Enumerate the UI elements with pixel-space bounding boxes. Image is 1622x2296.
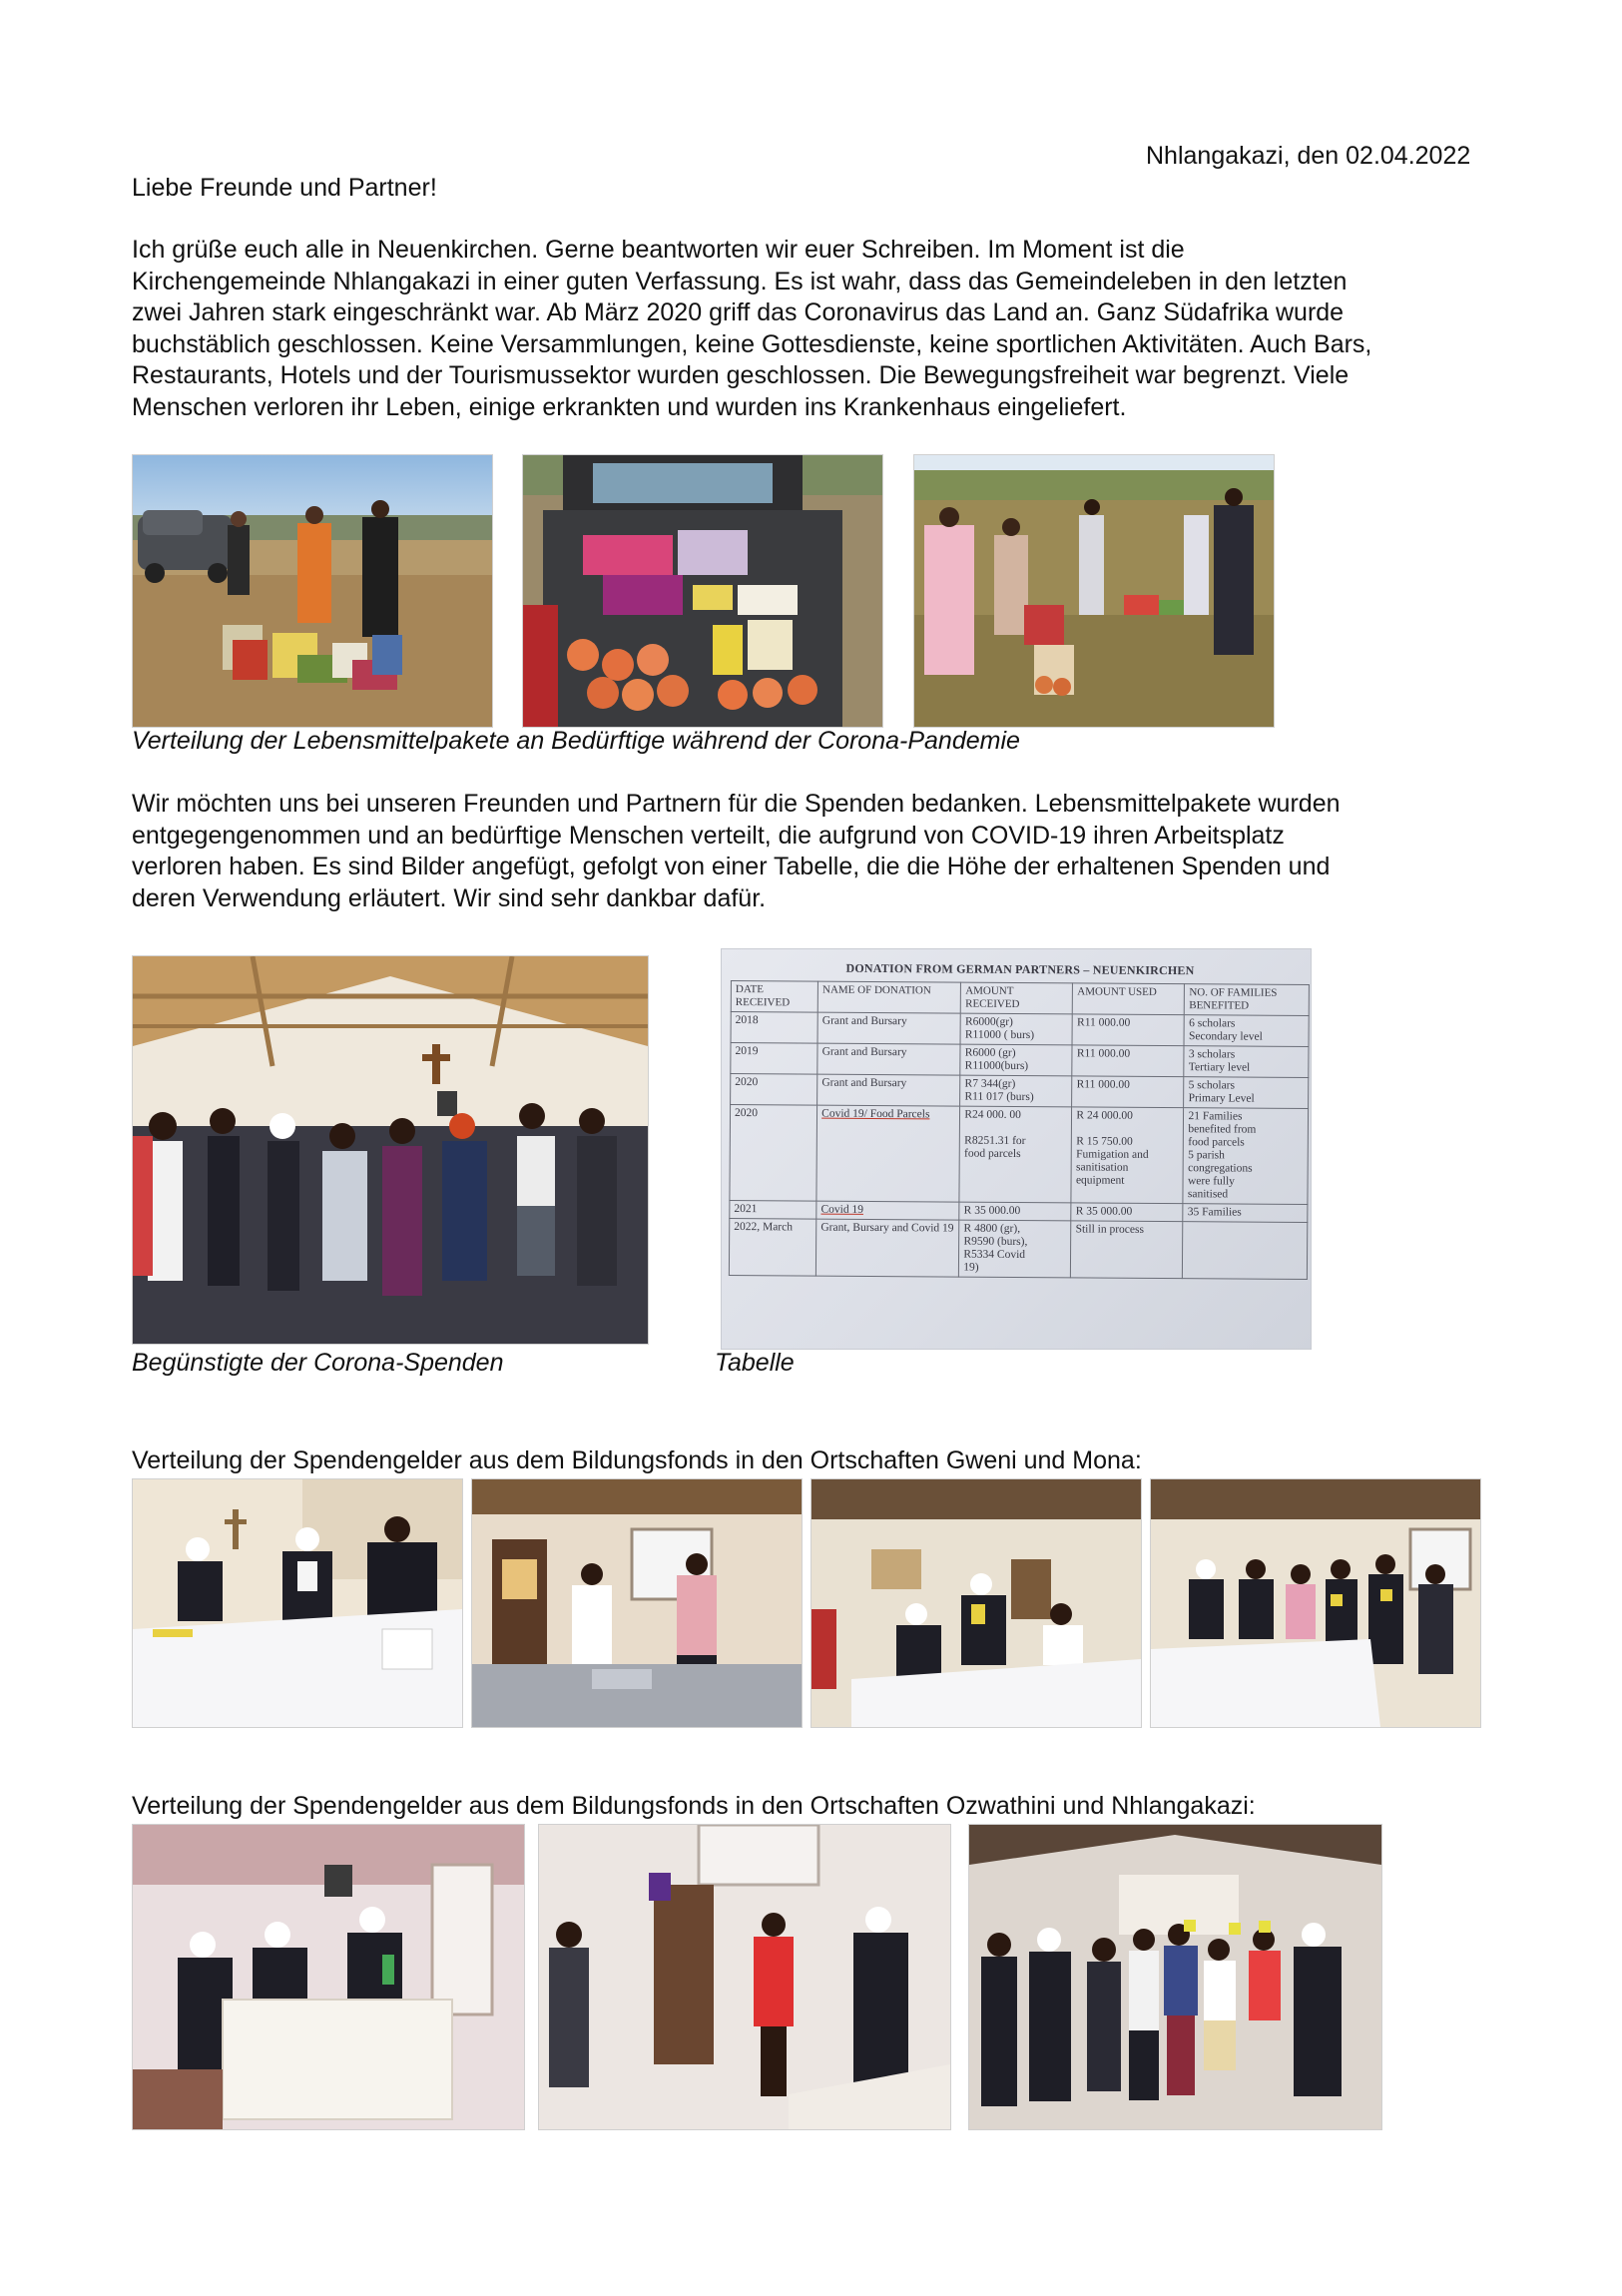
photo-nhlangakazi <box>968 1824 1382 2130</box>
table-cell: 6 scholars Secondary level <box>1184 1015 1309 1047</box>
paragraph-line: Ich grüße euch alle in Neuenkirchen. Gerne beantworten wir euer Schreiben. Im Moment ist die <box>132 236 1185 264</box>
table-cell: R11 000.00 <box>1072 1045 1184 1077</box>
photo-gweni-mona-1 <box>132 1478 463 1728</box>
table-row <box>731 1073 1309 1108</box>
heading-gweni-mona: Verteilung der Spendengelder aus dem Bildungsfonds in den Ortschaften Gweni und Mona: <box>132 1446 1142 1474</box>
letter-greeting: Liebe Freunde und Partner! <box>132 174 437 202</box>
paragraph-line: deren Verwendung erläutert. Wir sind sehr dankbar dafür. <box>132 883 767 912</box>
table-cell: 2019 <box>731 1042 817 1074</box>
table-cell: 2020 <box>731 1073 817 1105</box>
letter-date: Nhlangakazi, den 02.04.2022 <box>1146 142 1471 170</box>
caption-beneficiaries: Begünstigte der Corona-Spenden <box>132 1349 504 1377</box>
table-row <box>731 1042 1309 1077</box>
photo-donation-table <box>721 948 1312 1350</box>
table-cell: R6000(gr) R11000 ( burs) <box>960 1013 1072 1045</box>
photo-food-parcels-car <box>132 454 493 728</box>
table-cell: R7 344(gr) R11 017 (burs) <box>960 1075 1072 1107</box>
table-header: AMOUNT USED <box>1073 983 1185 1015</box>
table-cell: R11 000.00 <box>1072 1014 1184 1046</box>
table-cell: 2020 <box>730 1104 817 1201</box>
table-cell: 2018 <box>731 1011 817 1043</box>
paragraph-line: zwei Jahren stark eingeschränkt war. Ab März 2020 griff das Coronavirus das Land an. Ganz Südafrika wurde <box>132 298 1345 326</box>
paragraph-line: Wir möchten uns bei unseren Freunden und Partnern für die Spenden bedanken. Lebensmittelpakete wurden <box>132 790 1341 818</box>
photo-gweni-mona-3 <box>811 1478 1142 1728</box>
table-header: DATE RECEIVED <box>731 980 817 1012</box>
caption-food-parcels: Verteilung der Lebensmittelpakete an Bedürftige während der Corona-Pandemie <box>132 727 1020 755</box>
photo-gweni-mona-2 <box>471 1478 803 1728</box>
table-cell: 21 Families benefited from food parcels 5 parish congregations were fully sanitised <box>1183 1108 1308 1205</box>
table-row <box>731 1011 1309 1046</box>
paragraph-line: verloren haben. Es sind Bilder angefügt, gefolgt von einer Tabelle, die die Höhe der erhaltenen Spenden und <box>132 853 1331 880</box>
paragraph-line: buchstäblich geschlossen. Keine Versammlungen, keine Gottesdienste, keine sportlichen Aktivitäten. Auch Bars, <box>132 329 1372 358</box>
paragraph-line: Menschen verloren ihr Leben, einige erkrankten und wurden ins Krankenhaus eingeliefert. <box>132 392 1127 421</box>
table-cell: R11 000.00 <box>1072 1076 1184 1108</box>
photo-ozwathini-2 <box>538 1824 951 2130</box>
table-cell: 3 scholars Tertiary level <box>1184 1046 1309 1078</box>
table-cell: R 35 000.00 <box>1071 1203 1183 1222</box>
heading-ozwathini-nhlangakazi: Verteilung der Spendengelder aus dem Bildungsfonds in den Ortschaften Ozwathini und Nhlangakazi: <box>132 1792 1256 1820</box>
table-header-row <box>731 980 1309 1015</box>
table-cell: Covid 19/ Food Parcels <box>816 1105 960 1202</box>
photo-corona-beneficiaries <box>132 955 649 1345</box>
table-cell: 2022, March <box>729 1218 816 1276</box>
table-cell: R 35 000.00 <box>959 1202 1071 1221</box>
paragraph-line: entgegengenommen und an bedürftige Menschen verteilt, die aufgrund von COVID-19 ihren Arbeitsplatz <box>132 821 1285 850</box>
table-cell: Covid 19 <box>816 1201 959 1220</box>
table-cell <box>1183 1222 1308 1280</box>
photo-gweni-mona-4 <box>1150 1478 1481 1728</box>
table-cell: Grant and Bursary <box>817 1074 960 1106</box>
table-header: NAME OF DONATION <box>817 981 960 1013</box>
caption-table: Tabelle <box>715 1349 795 1377</box>
table-header: NO. OF FAMILIES BENEFITED <box>1185 984 1310 1016</box>
paragraph-line: Restaurants, Hotels und der Tourismussektor wurden geschlossen. Die Bewegungsfreiheit war begrenzt. Viele <box>132 361 1350 389</box>
table-cell: 35 Families <box>1183 1204 1308 1223</box>
donation-table <box>729 957 1310 1280</box>
table-cell: Still in process <box>1071 1221 1183 1279</box>
table-cell: Grant, Bursary and Covid 19 <box>816 1219 960 1277</box>
letter-paragraph-1 <box>132 235 1529 423</box>
table-row <box>729 1218 1307 1279</box>
donation-table-title: DONATION FROM GERMAN PARTNERS – NEUENKIRCHEN <box>845 960 1195 978</box>
photo-ozwathini-1 <box>132 1824 525 2130</box>
photo-food-parcels-truck <box>522 454 883 728</box>
table-cell: R 24 000.00 R 15 750.00 Fumigation and sanitisation equipment <box>1071 1107 1184 1204</box>
letter-paragraph-2 <box>132 789 1529 914</box>
table-cell: Grant and Bursary <box>817 1043 960 1075</box>
photo-food-parcels-field <box>913 454 1275 728</box>
paragraph-line: Kirchengemeinde Nhlangakazi in einer guten Verfassung. Es ist wahr, dass das Gemeindeleben in den letzten <box>132 267 1348 295</box>
table-cell: R 4800 (gr), R9590 (burs), R5334 Covid 19) <box>959 1220 1071 1278</box>
table-cell: 5 scholars Primary Level <box>1184 1077 1309 1109</box>
table-cell: 2021 <box>730 1200 816 1219</box>
table-cell: R6000 (gr) R11000(burs) <box>960 1044 1072 1076</box>
table-cell: Grant and Bursary <box>817 1012 960 1044</box>
table-row <box>730 1104 1309 1204</box>
table-cell: R24 000. 00 R8251.31 for food parcels <box>959 1106 1072 1203</box>
table-header: AMOUNT RECEIVED <box>961 982 1073 1014</box>
